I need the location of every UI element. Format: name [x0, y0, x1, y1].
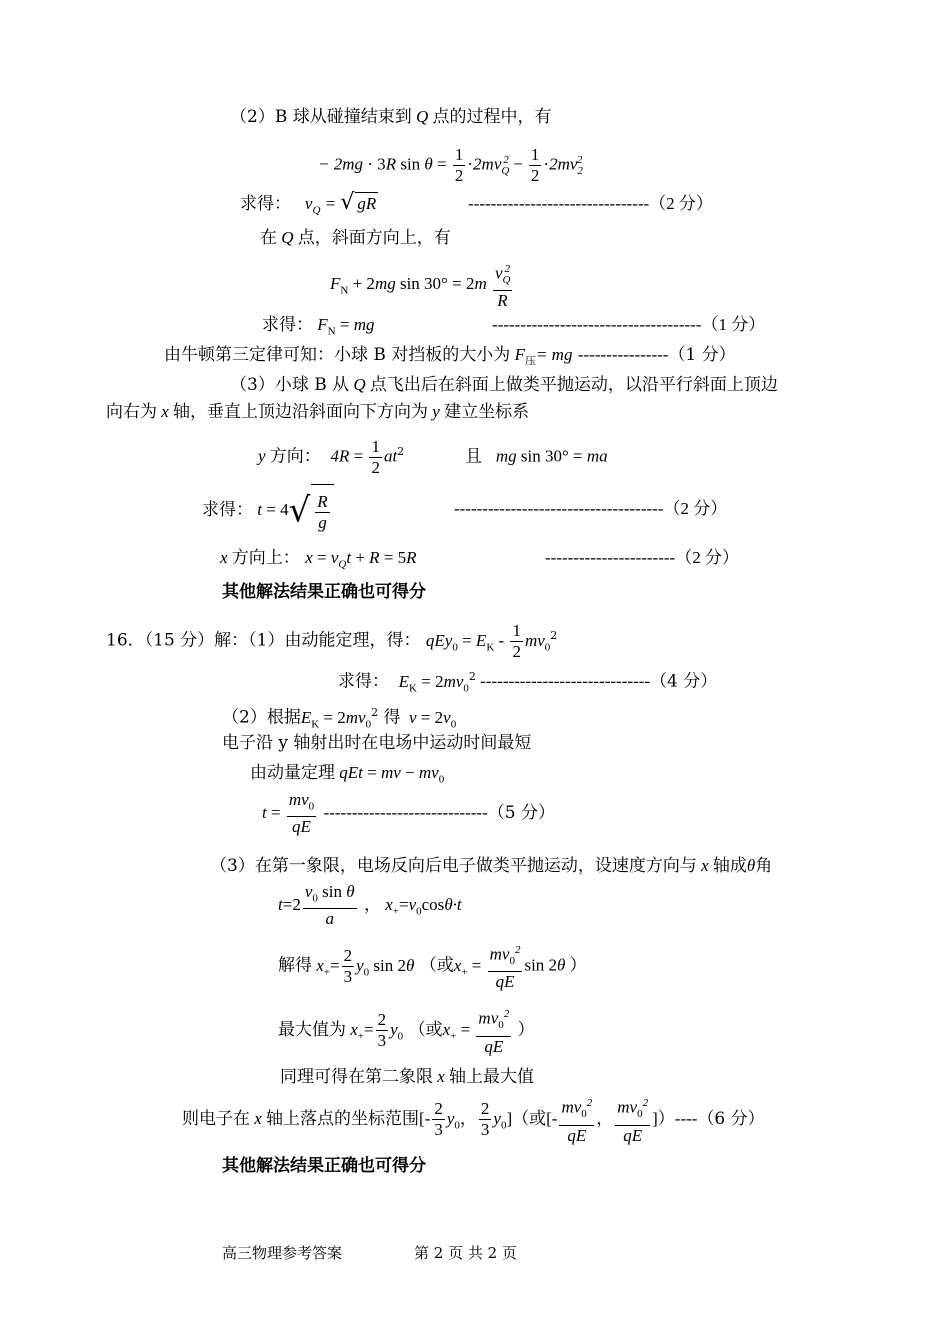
q16-similarly: 同理可得在第二象限 x 轴上最大值 — [280, 1067, 535, 1087]
other-methods-note: 其他解法结果正确也可得分 — [222, 582, 426, 602]
text: （2）根据 — [222, 707, 301, 728]
score: （6 分） — [697, 1109, 765, 1129]
text: 同理可得在第二象限 — [280, 1067, 433, 1087]
text: 则电子在 — [182, 1109, 250, 1129]
score: （1 分） — [701, 315, 766, 334]
text: 且 — [464, 446, 482, 467]
text: 最大值为 — [278, 1020, 346, 1040]
p15-part2-intro: （2）B 球从碰撞结束到 Q 点的过程中，有 — [230, 107, 552, 127]
q16-part3-intro: （3）在第一象限，电场反向后电子做类平抛运动，设速度方向与 x 轴成θ角 — [210, 856, 773, 876]
q16-max-value: 最大值为 $x_+=$ $\frac{2}{3}$ $y_0$ （或$x_+$ = $\frac{mv_0^2}{qE}$ ） — [278, 1004, 535, 1056]
text: （3）在第一象限，电场反向后电子做类平抛运动，设速度方向与 — [210, 856, 697, 876]
text: 由牛顿第三定律可知：小球 B 对挡板的大小为 — [164, 345, 511, 365]
text: 解得 — [278, 955, 312, 976]
text: 16．（15 分）解：（1）由动能定理，得： — [106, 630, 421, 651]
score: （5 分） — [487, 803, 555, 823]
text: 向右为 — [106, 402, 157, 422]
p15-part3-line1: （3）小球 B 从 Q 点飞出后在斜面上做类平抛运动，以沿平行斜面上顶边 — [230, 375, 778, 395]
q16-t-and-x: t=2 $\frac{v_0 \sin \theta}{a}$ ， $x_+=v_0\cos\theta\cdot t$ — [278, 881, 462, 929]
other-methods-note: 其他解法结果正确也可得分 — [222, 1156, 426, 1176]
text: （或 — [419, 955, 454, 976]
q16-range: 则电子在 x 轴上落点的坐标范围[- $\frac{2}{3}$ $y_0$， $\frac{2}{3}$ $y_0$]（或[- $\frac{mv_0^2}{qE}$ ， $\frac{mv_0^2}{qE}$ ]）----（6 分） — [182, 1092, 765, 1146]
footer-title: 高三物理参考答案 — [222, 1244, 343, 1262]
force-equation: $F_N + 2mg$ sin 30° = 2m $\frac{v_Q^2}{R}$ — [330, 258, 514, 310]
score: （2 分） — [675, 548, 739, 567]
result-t: 求得： t = 4√ $\frac{R}{g}$ — [202, 484, 334, 536]
text: 求得： — [240, 194, 291, 214]
text: 轴上落点的坐标范围 — [266, 1109, 420, 1129]
dash-score: -------------------------------------（1 分） — [492, 315, 766, 334]
text: 轴上最大值 — [449, 1067, 535, 1087]
q16-part2-line2: 电子沿 y 轴射出时在电场中运动时间最短 — [222, 733, 532, 753]
p15-part3-line2: 向右为 x 轴，垂直上顶边沿斜面向下方向为 y 建立坐标系 — [106, 402, 530, 422]
result-fn: 求得： $F_N$ = mg — [262, 315, 375, 338]
dash-score: -----------------------（2 分） — [545, 548, 739, 567]
result-t-min: t = $\frac{mv_0}{qE}$ -----------------------------（5 分） — [262, 789, 555, 837]
dash-score: --------------------------------（2 分） — [468, 194, 713, 213]
text: （或 — [408, 1020, 443, 1040]
text: 角 — [755, 856, 773, 876]
text: 由动量定理 — [250, 763, 335, 783]
dash-score: -------------------------------------（2 分） — [454, 499, 728, 518]
score: （2 分） — [649, 194, 713, 213]
text: 在 — [260, 228, 277, 248]
text: 点，斜面方向上，有 — [297, 228, 451, 248]
text: 得 — [383, 707, 401, 728]
newton-third-law: 由牛顿第三定律可知：小球 B 对挡板的大小为 $F_压=$ mg ----------------（1 分） — [164, 345, 736, 368]
text: 点的过程中，有 — [432, 107, 552, 127]
score: （1 分） — [668, 345, 736, 365]
text: 建立坐标系 — [444, 402, 530, 422]
text: 轴，垂直上顶边沿斜面向下方向为 — [173, 402, 429, 422]
text: 方向上： — [231, 548, 300, 568]
text: 轴成 — [712, 856, 747, 876]
text: 求得： — [262, 315, 313, 335]
text: （2）B 球从碰撞结束到 — [230, 107, 412, 127]
x-direction-equation: x 方向上： $x = v_Qt + R = 5R$ — [220, 548, 417, 571]
q16-solve-x: 解得 $x_+=$ $\frac{2}{3}$ $y_0$ sin 2θ （或$x_+$ = $\frac{mv_0^2}{qE}$ sin 2θ ） — [278, 940, 587, 990]
score: （4 分） — [650, 671, 718, 692]
text: 求得： — [338, 671, 389, 692]
energy-equation: − 2mg · 3R sin θ = $\frac{1}{2}$ $\cdot 2mv_Q^2$ − $\frac{1}{2}$ $\cdot 2mv_2^2$ — [318, 145, 583, 186]
q16-momentum-theorem: 由动量定理 qEt = mv − $mv_0$ — [250, 763, 445, 786]
result-ek: 求得： $E_K = 2mv_0^2$ ------------------------------（4 分） — [338, 670, 718, 695]
q16-part1: 16．（15 分）解：（1）由动能定理，得： $qEy_0 = E_K$ - $\frac{1}{2}$ $mv_0^2$ — [106, 620, 558, 661]
q16-part2: （2）根据$E_K = 2mv_0^2$ 得 $v = 2v_0$ — [222, 706, 457, 731]
text: 点飞出后在斜面上做类平抛运动，以沿平行斜面上顶边 — [369, 375, 778, 395]
result-vq: 求得： $v_Q$ = √ gR — [240, 190, 377, 217]
text: （3）小球 B 从 — [230, 375, 350, 395]
text: 求得： — [202, 500, 253, 520]
p15-in-q: 在 Q 点，斜面方向上，有 — [260, 228, 451, 248]
y-direction-equation: y 方向： 4R = $\frac{1}{2}$ $at^2$ 且 mg sin 30° = ma — [258, 436, 608, 477]
score: （2 分） — [663, 499, 728, 518]
text: 方向： — [269, 446, 321, 467]
footer-page-number: 第 2 页 共 2 页 — [414, 1244, 517, 1262]
